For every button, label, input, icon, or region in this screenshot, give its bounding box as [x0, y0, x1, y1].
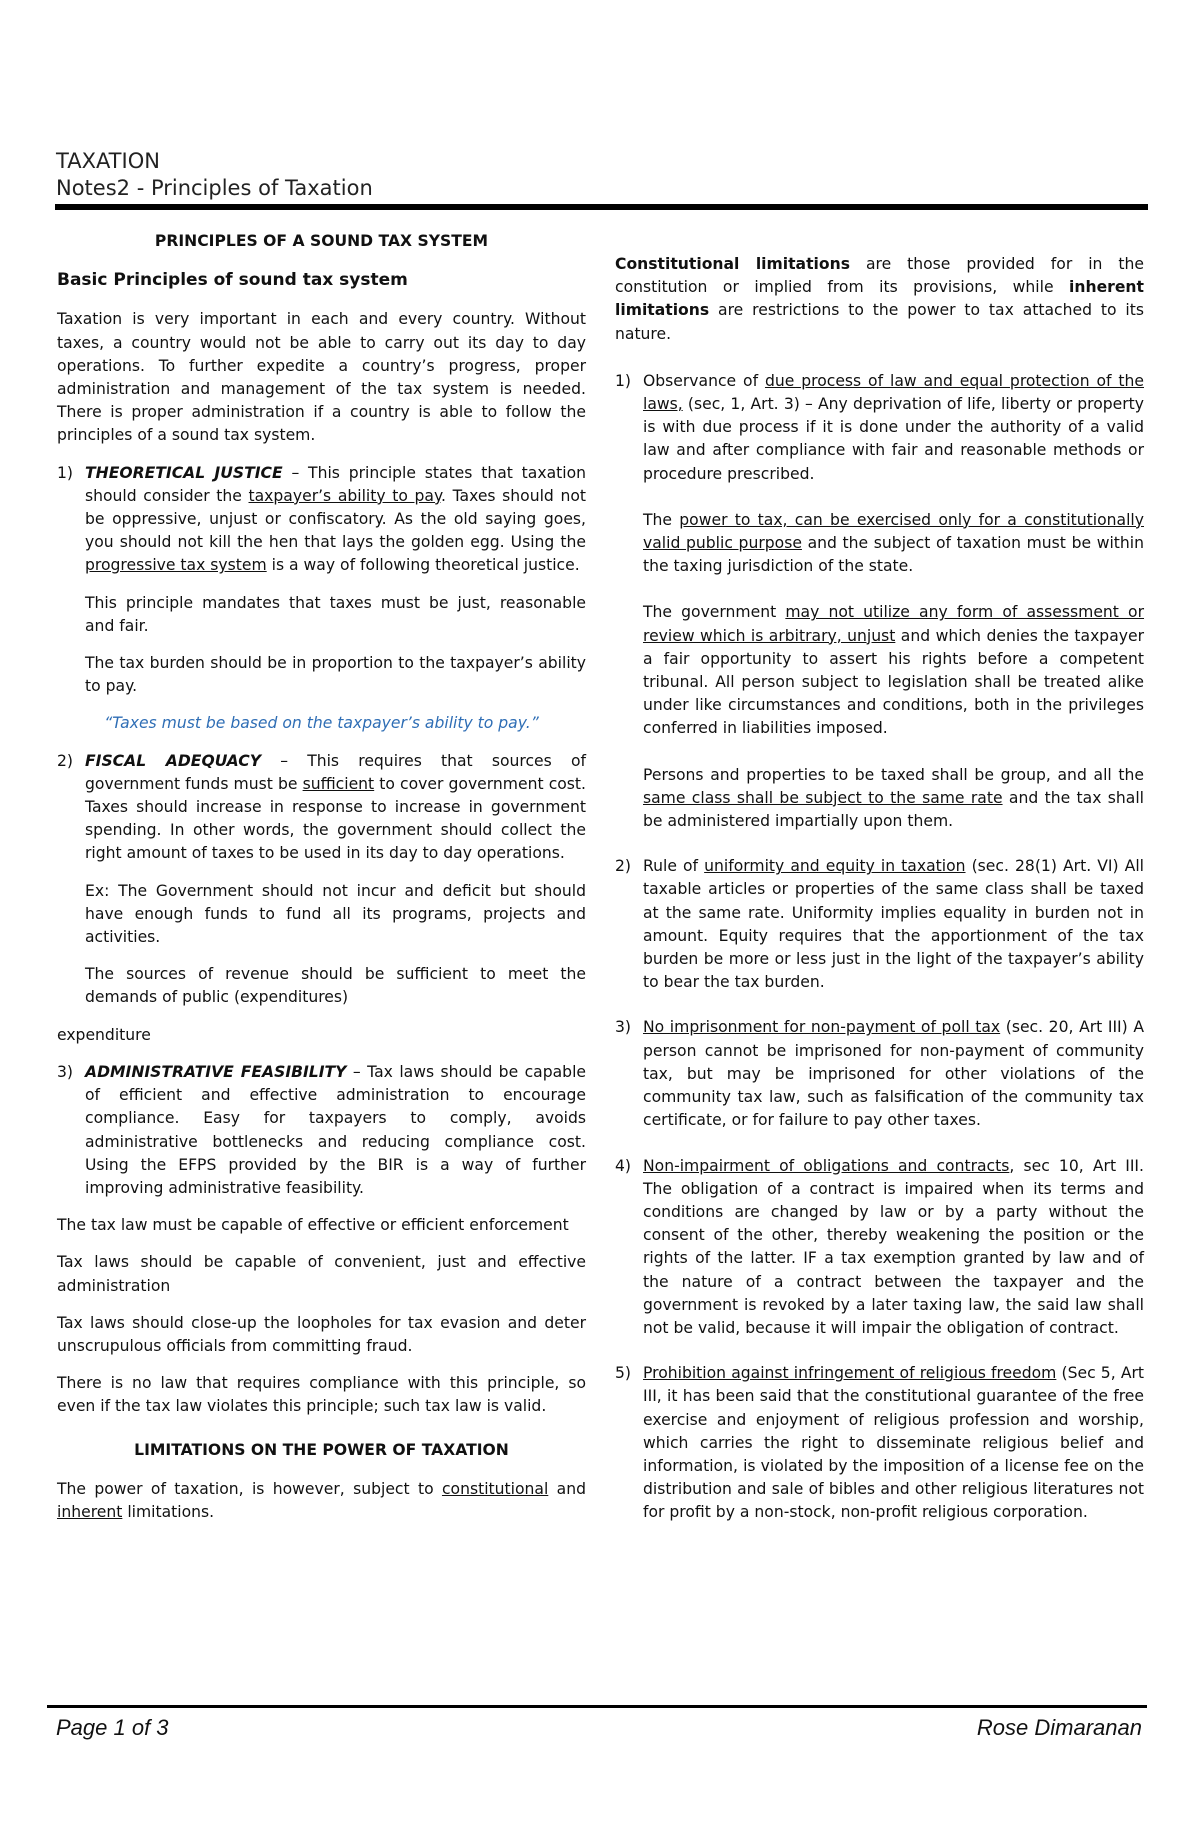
text-run: , sec 10, Art III. The obligation of a contract is impaired when its terms and conditions are changed by law or by a party without the consent of the other, thereby weakening the position or the rights of the latter. IF a tax exemption granted by law and of the nature of a contract between the taxpayer and the government is revoked by a later taxing law, the said law shall not be valid, because it will impair the obligation of contract. [643, 1156, 1144, 1337]
underlined-text: sufficient [302, 774, 375, 793]
page-number: Page 1 of 3 [56, 1715, 169, 1740]
underlined-text: due process of law and equal protection of the laws, [643, 371, 1144, 414]
underlined-text: power to tax, can be exercised only for a constitutionally valid public purpose [643, 510, 1144, 553]
section-heading: PRINCIPLES OF A SOUND TAX SYSTEM [154, 232, 489, 250]
paragraph [85, 652, 586, 698]
text-run: – This requires that sources of government funds must be [85, 751, 586, 793]
intro-paragraph [615, 253, 1144, 346]
text-run: . Taxes should not be oppressive, unjust or confiscatory. As the old saying goes, you should not kill the hen that lays the golden egg. Using the [85, 486, 586, 552]
intro-paragraph [57, 308, 586, 447]
bold-text: THEORETICAL JUSTICE [85, 463, 283, 482]
paragraph [85, 462, 586, 578]
principle-item [57, 1061, 586, 1200]
author-name: Rose Dimaranan [976, 1715, 1142, 1740]
text-run: Tax laws should be capable of convenient, just and effective administration [57, 1253, 586, 1295]
paragraph [643, 370, 1144, 486]
item-number: 5) [615, 1364, 632, 1383]
underlined-text: constitutional [441, 1479, 549, 1498]
item-number: 2) [615, 857, 632, 876]
text-run: The tax law must be capable of effective or efficient enforcement [57, 1216, 569, 1235]
paragraph [643, 764, 1144, 834]
section-heading-limitations: LIMITATIONS ON THE POWER OF TAXATION [134, 1440, 509, 1459]
principle-item [57, 462, 586, 699]
text-run: (sec. 28(1) Art. VI) All taxable articles or properties of the same class shall be taxed at the same rate. Uniformity implies equality in burden not in amount. Equity requires that the apportionment of the tax burden be more or less just in the light of the taxpayer’s ability to bear the tax burden. [643, 857, 1144, 992]
limitation-item [615, 1155, 1144, 1341]
text-run: There is no law that requires compliance with this principle, so even if the tax law violates this principle; such tax law is valid. [57, 1374, 586, 1416]
item-number: 1) [615, 371, 632, 390]
paragraph [85, 963, 586, 1009]
underlined-text: No imprisonment for non-payment of poll tax [643, 1018, 1001, 1037]
text-run: are restrictions to the power to tax attached to its nature. [615, 301, 1144, 343]
limitation-item [615, 370, 1144, 833]
footer-rule [47, 1705, 1147, 1708]
underlined-text: inherent [57, 1502, 123, 1521]
paragraph [57, 1214, 586, 1237]
item-number: 3) [57, 1062, 74, 1081]
paragraph [57, 1251, 586, 1297]
document-subtitle: Notes2 - Principles of Taxation [56, 176, 373, 200]
limitation-item [615, 855, 1144, 994]
paragraph [85, 1061, 586, 1200]
limitation-item [615, 1016, 1144, 1132]
principle-item [57, 750, 586, 1010]
paragraph [85, 750, 586, 866]
paragraph [85, 592, 586, 638]
underlined-text: progressive tax system [85, 556, 267, 575]
text-run: are those provided for in the constitution or implied from its provisions, while [615, 255, 1144, 297]
bold-text: FISCAL ADEQUACY [85, 751, 262, 770]
text-run: The [643, 510, 680, 529]
item-number: 4) [615, 1156, 632, 1175]
header-rule [55, 204, 1148, 210]
text-run: and [548, 1479, 586, 1498]
item-number: 1) [57, 463, 74, 482]
expenditure-label: expenditure [57, 1025, 151, 1044]
text-run: (sec, 1, Art. 3) – Any deprivation of life, liberty or property is with due process if it is done under the authority of a valid law and after compliance with fair and reasonable methods or procedure prescribed. [643, 395, 1144, 483]
left-column [57, 230, 586, 1538]
text-run: Rule of [643, 857, 705, 876]
paragraph [643, 601, 1144, 740]
underlined-text: same class shall be subject to the same rate [643, 788, 1003, 807]
quote: “Taxes must be based on the taxpayer’s ability to pay.” [104, 714, 539, 733]
paragraph [57, 1312, 586, 1358]
bold-text: inherent limitations [615, 278, 1144, 320]
text-run: Tax laws should close-up the loopholes for tax evasion and deter unscrupulous officials from committing fraud. [57, 1313, 586, 1355]
text-run: and the tax shall be administered impartially upon them. [643, 788, 1144, 831]
text-run: Observance of [643, 371, 765, 390]
underlined-text: Prohibition against infringement of religious freedom [643, 1364, 1057, 1383]
text-run: The government [643, 603, 786, 622]
underlined-text: taxpayer’s ability to pay [248, 486, 441, 505]
paragraph [57, 1478, 586, 1524]
text-run: The power of taxation, is however, subject to [57, 1479, 442, 1498]
underlined-text: uniformity and equity in taxation [704, 857, 966, 876]
text-run: and the subject of taxation must be within the taxing jurisdiction of the state. [643, 534, 1145, 576]
bold-text: ADMINISTRATIVE FEASIBILITY [85, 1062, 347, 1081]
text-run: Taxation is very important in each and every country. Without taxes, a country would not be able to carry out its day to day operations. To further expedite a country’s progress, proper administration and management of the tax system is needed. There is proper administration if a country is able to follow the principles of a sound tax system. [57, 310, 586, 445]
subheading: Basic Principles of sound tax system [57, 270, 408, 291]
item-number: 3) [615, 1018, 632, 1037]
text-run: is a way of following theoretical justice. [266, 556, 580, 575]
paragraph [643, 1362, 1144, 1524]
text-run: The sources of revenue should be sufficient to meet the demands of public (expenditures) [85, 965, 586, 1007]
paragraph [643, 1155, 1144, 1341]
text-run: to cover government cost. Taxes should increase in response to increase in government spending. In other words, the government should collect the right amount of taxes to be used in its day to day operations. [85, 774, 586, 863]
text-run: – Tax laws should be capable of efficient and effective administration to encourage compliance. Easy for taxpayers to comply, avoids administrative bottlenecks and reducing compliance cost. Using the EFPS provided by the BIR is a way of further improving administrative feasibility. [85, 1062, 587, 1197]
paragraph [643, 509, 1144, 579]
paragraph [57, 1372, 586, 1418]
bold-text: Constitutional limitations [615, 255, 850, 273]
document-title: TAXATION [56, 149, 160, 173]
text-run: (sec. 20, Art III) A person cannot be imprisoned for non-payment of community tax, but may be imprisoned for other violations of the community tax law, such as falsification of the community tax certificate, or for failure to pay other taxes. [643, 1018, 1145, 1130]
text-run: Persons and properties to be taxed shall be group, and all the [643, 765, 1144, 784]
text-run: Ex: The Government should not incur and deficit but should have enough funds to fund all its programs, projects and activities. [85, 881, 586, 947]
text-run: – This principle states that taxation should consider the [85, 463, 586, 505]
limitation-item [615, 1362, 1144, 1524]
text-run: (Sec 5, Art III, it has been said that the constitutional guarantee of the free exercise and enjoyment of religious profession and worship, which carries the right to disseminate religious belief and information, is violated by the imposition of a license fee on the distribution and sale of bibles and other religious literatures not for profit by a non-stock, non-profit religious corporation. [643, 1364, 1145, 1522]
text-run: limitations. [122, 1502, 215, 1521]
paragraph [643, 855, 1144, 994]
paragraph [85, 880, 586, 950]
text-run: This principle mandates that taxes must be just, reasonable and fair. [85, 593, 586, 635]
underlined-text: Non-impairment of obligations and contracts [643, 1156, 1010, 1175]
text-run: The tax burden should be in proportion to the taxpayer’s ability to pay. [85, 654, 586, 696]
document-header [56, 148, 373, 202]
right-column [615, 253, 1144, 1539]
text-run: and which denies the taxpayer a fair opportunity to assert his rights before a competent tribunal. All person subject to legislation shall be treated alike under like circumstances and conditions, both in the privileges conferred in liabilities imposed. [643, 626, 1144, 738]
paragraph [643, 1016, 1144, 1132]
underlined-text: may not utilize any form of assessment or review which is arbitrary, unjust [643, 603, 1145, 645]
item-number: 2) [57, 751, 74, 770]
